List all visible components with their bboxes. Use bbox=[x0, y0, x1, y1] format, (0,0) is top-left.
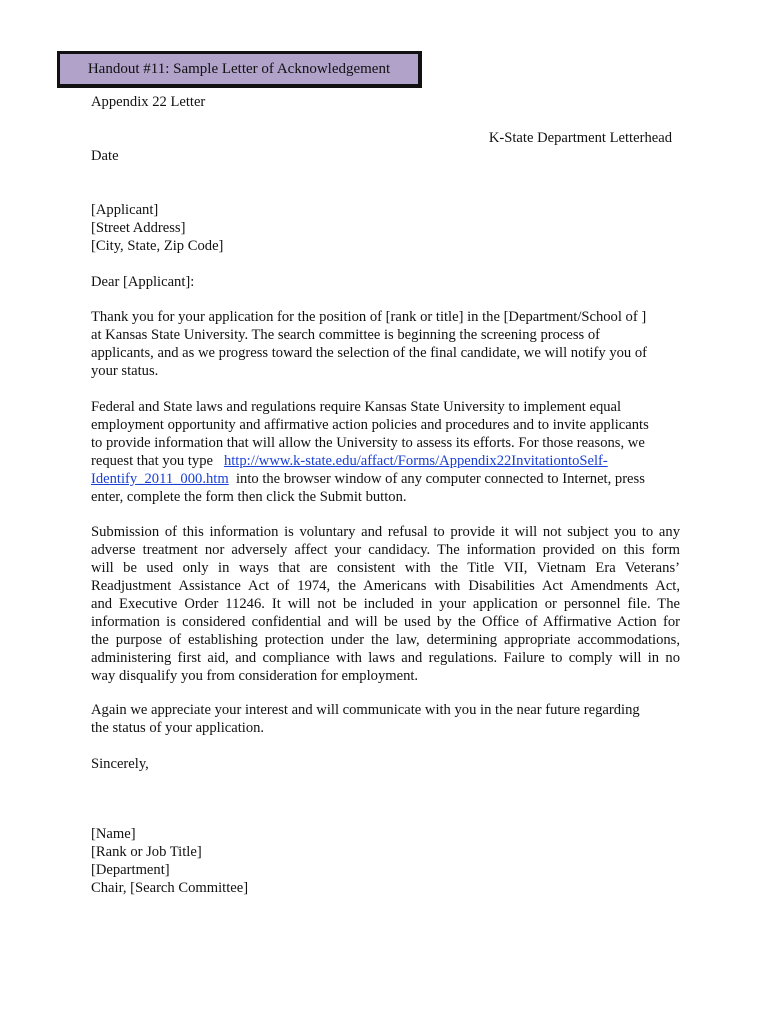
after-link-text: into the browser window of any computer connected to Internet, press bbox=[228, 471, 645, 487]
text-line: will be used only in ways that are consistent with the Title VII, Vietnam Era Veterans’ bbox=[91, 560, 680, 576]
handout-title: Handout #11: Sample Letter of Acknowledgement bbox=[87, 60, 391, 77]
text-line: the purpose of establishing protection under the law, determining appropriate accommodations, bbox=[91, 632, 680, 648]
self-identify-form-link-continued[interactable]: Identify_2011_000.htm bbox=[91, 471, 229, 487]
appendix-label: Appendix 22 Letter bbox=[91, 94, 206, 110]
text-line: Submission of this information is voluntary and refusal to provide it will not subject you to any bbox=[91, 524, 680, 540]
signature-line: [Rank or Job Title] bbox=[91, 844, 202, 860]
text-line bbox=[91, 470, 680, 488]
text-line: Readjustment Assistance Act of 1974, the Americans with Disabilities Act Amendments Act, bbox=[91, 578, 680, 594]
date: Date bbox=[91, 148, 119, 164]
text-line: Federal and State laws and regulations require Kansas State University to implement equal bbox=[91, 399, 622, 415]
text-line: information is considered confidential and will be used by the Office of Affirmative Action for bbox=[91, 614, 680, 630]
text-line: enter, complete the form then click the Submit button. bbox=[91, 489, 407, 505]
paragraph-voluntary-submission bbox=[91, 523, 680, 685]
salutation: Dear [Applicant]: bbox=[91, 274, 195, 290]
address-line: [Street Address] bbox=[91, 220, 186, 236]
signature-line: [Name] bbox=[91, 826, 136, 842]
text-line bbox=[91, 452, 680, 470]
text-line: to provide information that will allow the University to assess its efforts. For those reasons, we bbox=[91, 435, 645, 451]
text-line: adverse treatment nor adversely affect your candidacy. The information provided on this form bbox=[91, 542, 680, 558]
text-line: at Kansas State University. The search committee is beginning the screening process of bbox=[91, 327, 601, 343]
self-identify-form-link[interactable]: http://www.k-state.edu/affact/Forms/Appendix22InvitationtoSelf- bbox=[223, 453, 608, 469]
text-line: employment opportunity and affirmative action policies and procedures and to invite applicants bbox=[91, 417, 649, 433]
text-line: Again we appreciate your interest and will communicate with you in the near future regarding bbox=[91, 702, 640, 718]
text-line: the status of your application. bbox=[91, 720, 265, 736]
text-line: way disqualify you from consideration for employment. bbox=[91, 668, 419, 684]
text-line: applicants, and as we progress toward the selection of the final candidate, we will notify you of bbox=[91, 345, 648, 361]
paragraph-eeo-request bbox=[91, 398, 680, 506]
paragraph-thank-you bbox=[91, 308, 680, 380]
handout-title-box bbox=[57, 51, 422, 88]
request-prefix: request that you type bbox=[91, 453, 224, 469]
text-line: your status. bbox=[91, 363, 159, 379]
closing: Sincerely, bbox=[91, 756, 149, 772]
letterhead: K-State Department Letterhead bbox=[488, 130, 672, 146]
text-line: administering first aid, and compliance with laws and regulations. Failure to comply will in no bbox=[91, 650, 680, 666]
address-line: [Applicant] bbox=[91, 202, 159, 218]
address-line: [City, State, Zip Code] bbox=[91, 238, 224, 254]
text-line: and Executive Order 11246. It will not be included in your application or personnel file. The bbox=[91, 596, 680, 612]
paragraph-closing-remarks bbox=[91, 701, 680, 737]
signature-line: [Department] bbox=[91, 862, 170, 878]
text-line: Thank you for your application for the position of [rank or title] in the [Department/School of ] bbox=[91, 309, 647, 325]
signature-line: Chair, [Search Committee] bbox=[91, 880, 249, 896]
